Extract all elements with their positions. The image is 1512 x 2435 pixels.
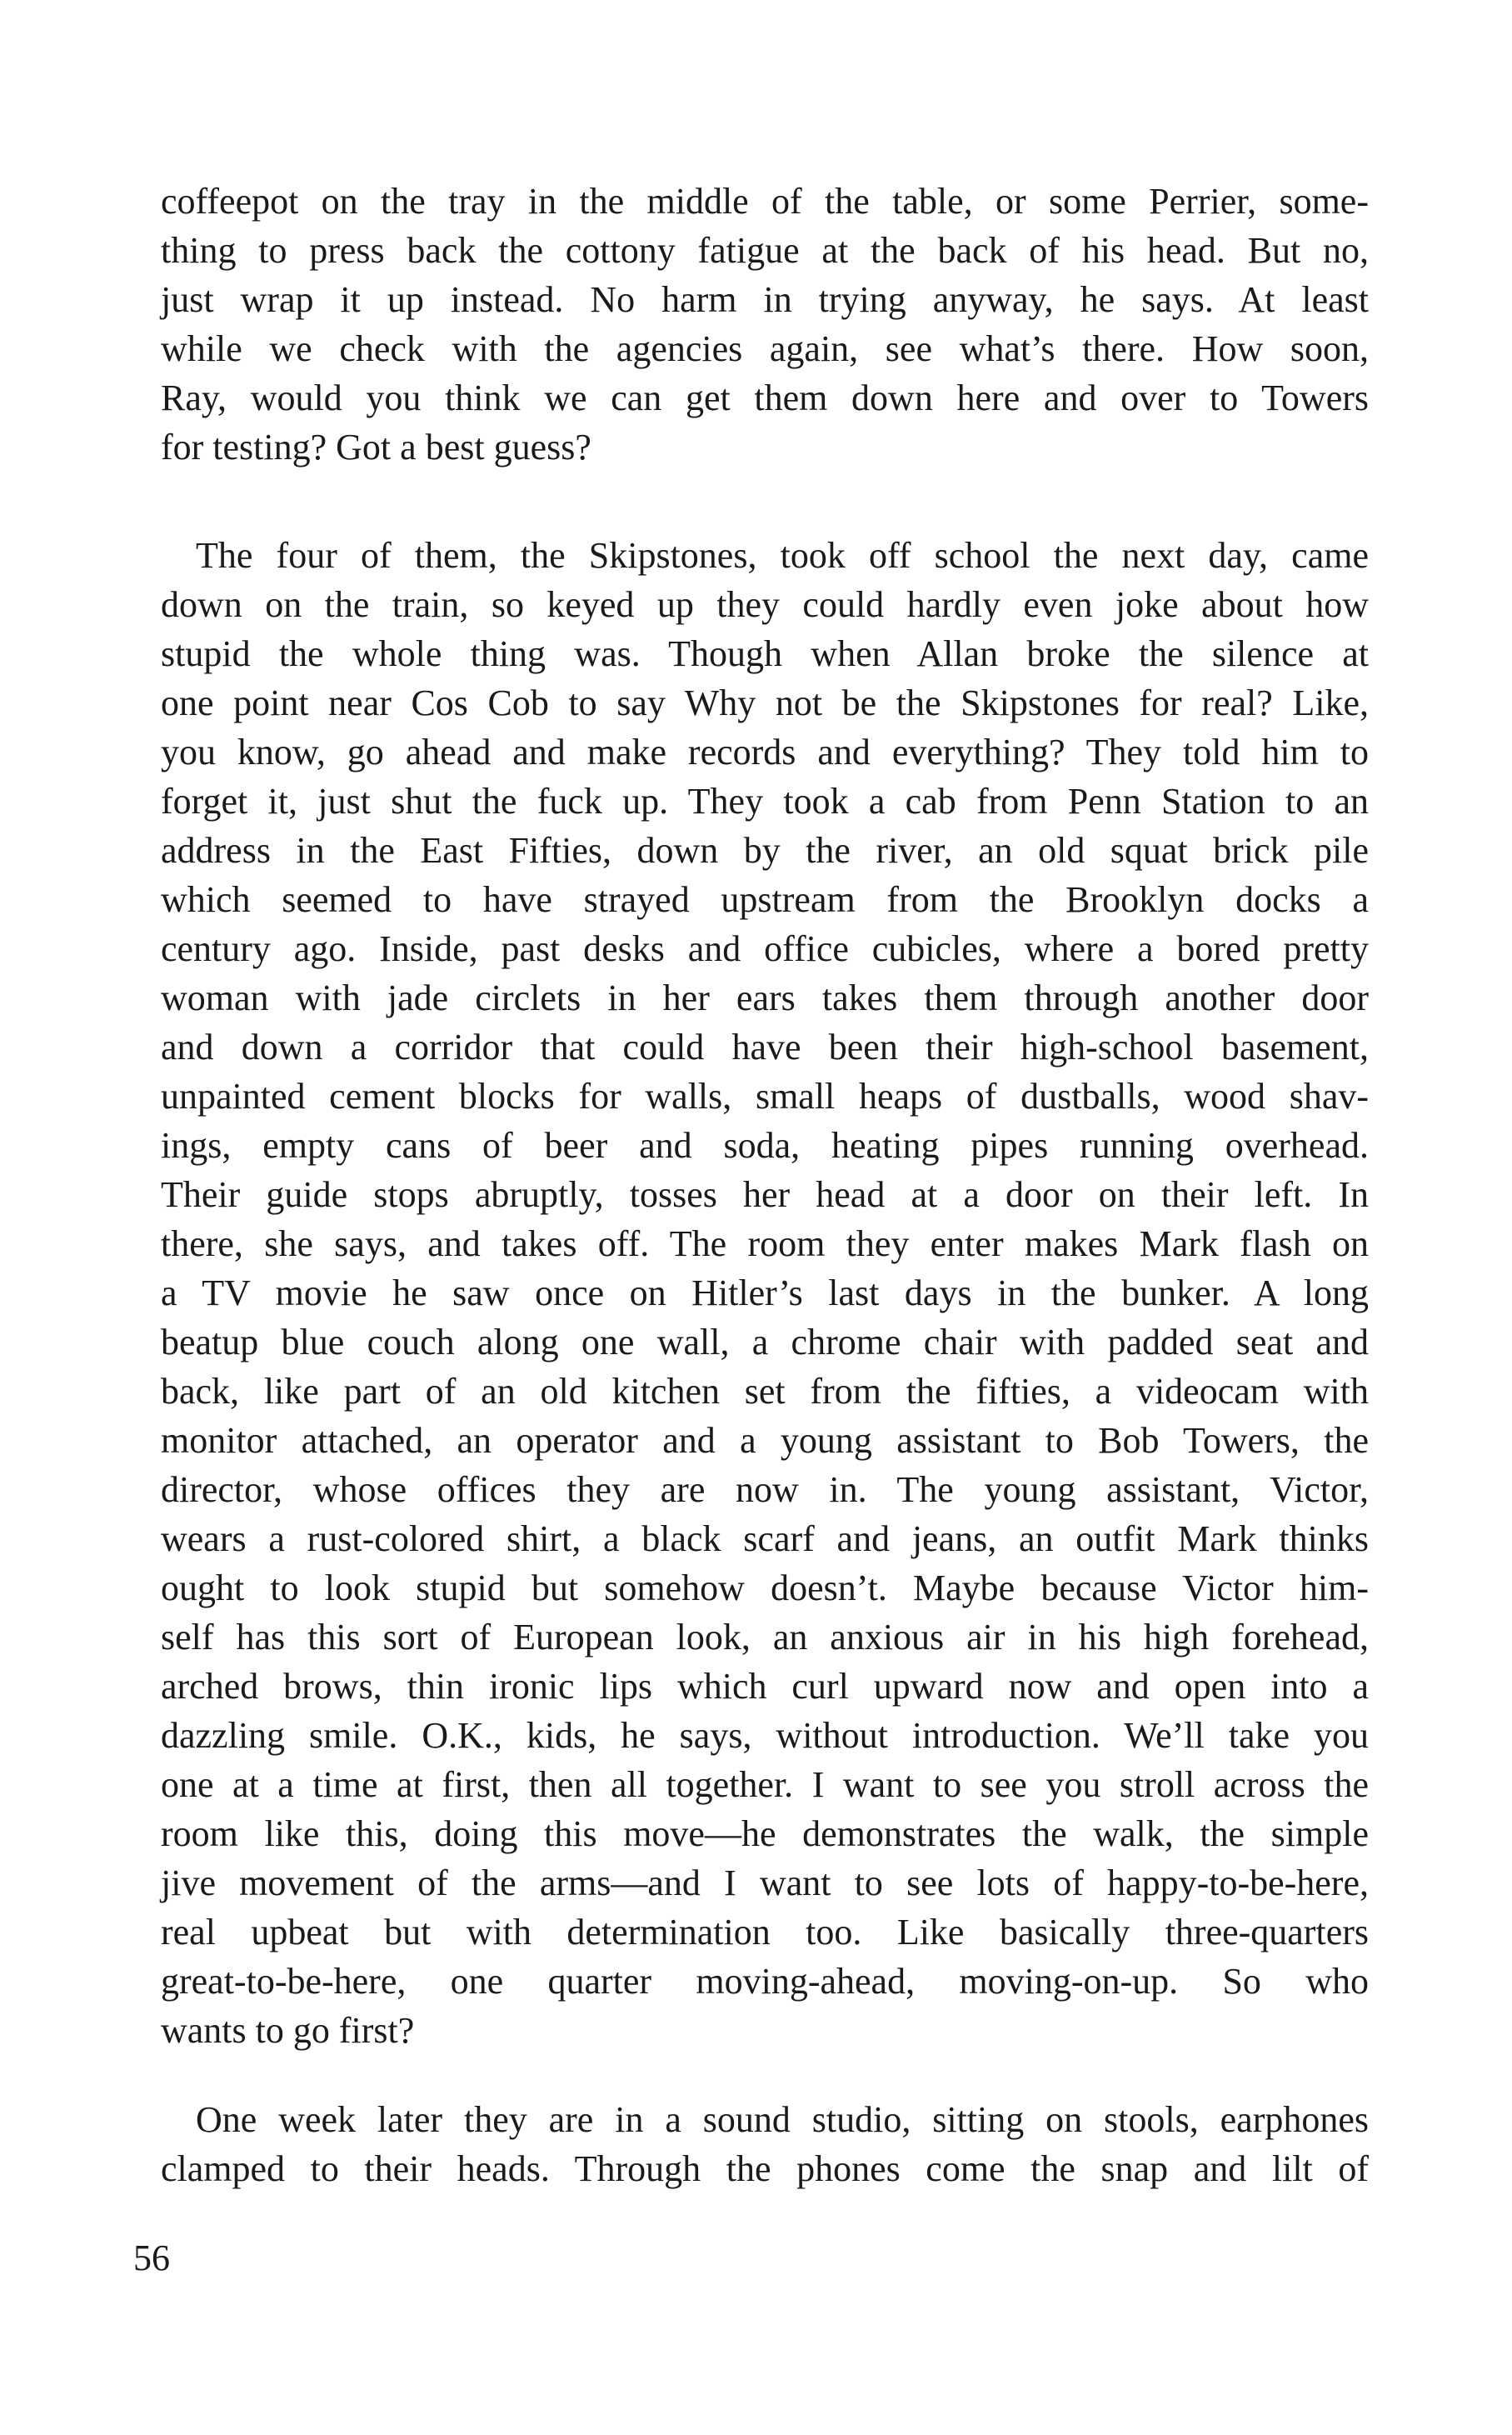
text-line: director, whose offices they are now in. The young assistant, Victor,	[161, 1469, 1369, 1510]
text-line: wants to go first?	[161, 2010, 415, 2051]
text-line: room like this, doing this move—he demonstrates the walk, the simple	[161, 1813, 1369, 1854]
text-line: coffeepot on the tray in the middle of the table, or some Perrier, some-	[161, 181, 1369, 222]
text-line: for testing? Got a best guess?	[161, 427, 591, 468]
text-line: One week later they are in a sound studio, sitting on stools, earphones	[196, 2099, 1369, 2140]
text-line: down on the train, so keyed up they could hardly even joke about how	[161, 584, 1369, 625]
text-line: back, like part of an old kitchen set from the fifties, a videocam with	[161, 1371, 1369, 1412]
text-line: just wrap it up instead. No harm in trying anyway, he says. At least	[161, 279, 1369, 320]
text-line: and down a corridor that could have been their high-school basement,	[161, 1027, 1369, 1068]
text-line: there, she says, and takes off. The room they enter makes Mark flash on	[161, 1223, 1369, 1264]
text-line: The four of them, the Skipstones, took off school the next day, came	[196, 535, 1369, 576]
text-line: self has this sort of European look, an anxious air in his high forehead,	[161, 1617, 1369, 1658]
text-line: jive movement of the arms—and I want to see lots of happy-to-be-here,	[161, 1862, 1369, 1903]
text-line: which seemed to have strayed upstream from the Brooklyn docks a	[161, 879, 1369, 920]
text-line: arched brows, thin ironic lips which curl upward now and open into a	[161, 1666, 1369, 1707]
text-line: dazzling smile. O.K., kids, he says, without introduction. We’ll take you	[161, 1715, 1369, 1756]
text-line: one point near Cos Cob to say Why not be the Skipstones for real? Like,	[161, 682, 1369, 723]
text-line: beatup blue couch along one wall, a chrome chair with padded seat and	[161, 1322, 1369, 1362]
text-line: unpainted cement blocks for walls, small heaps of dustballs, wood shav-	[161, 1076, 1369, 1117]
text-line: great-to-be-here, one quarter moving-ahead, moving-on-up. So who	[161, 1961, 1369, 2002]
text-line: a TV movie he saw once on Hitler’s last days in the bunker. A long	[161, 1272, 1369, 1313]
paragraph-2	[161, 531, 1369, 2055]
text-line: clamped to their heads. Through the phones come the snap and lilt of	[161, 2148, 1369, 2189]
text-line: real upbeat but with determination too. Like basically three-quarters	[161, 1912, 1369, 1952]
text-line: century ago. Inside, past desks and office cubicles, where a bored pretty	[161, 928, 1369, 969]
paragraph-1	[161, 177, 1369, 472]
text-line: Ray, would you think we can get them down here and over to Towers	[161, 378, 1369, 418]
text-line: thing to press back the cottony fatigue at the back of his head. But no,	[161, 230, 1369, 271]
text-line: stupid the whole thing was. Though when Allan broke the silence at	[161, 633, 1369, 674]
page-number: 56	[133, 2238, 170, 2278]
text-line: while we check with the agencies again, see what’s there. How soon,	[161, 328, 1369, 369]
text-line: wears a rust-colored shirt, a black scarf and jeans, an outfit Mark thinks	[161, 1518, 1369, 1559]
text-line: Their guide stops abruptly, tosses her head at a door on their left. In	[161, 1174, 1369, 1215]
paragraph-3	[161, 2095, 1369, 2193]
text-line: ought to look stupid but somehow doesn’t. Maybe because Victor him-	[161, 1568, 1369, 1608]
text-line: woman with jade circlets in her ears takes them through another door	[161, 978, 1369, 1018]
text-line: one at a time at first, then all together. I want to see you stroll across the	[161, 1764, 1369, 1805]
text-line: you know, go ahead and make records and everything? They told him to	[161, 732, 1369, 772]
text-line: ings, empty cans of beer and soda, heating pipes running overhead.	[161, 1125, 1369, 1166]
text-line: forget it, just shut the fuck up. They took a cab from Penn Station to an	[161, 781, 1369, 822]
text-line: address in the East Fifties, down by the river, an old squat brick pile	[161, 830, 1369, 871]
text-line: monitor attached, an operator and a young assistant to Bob Towers, the	[161, 1420, 1369, 1461]
